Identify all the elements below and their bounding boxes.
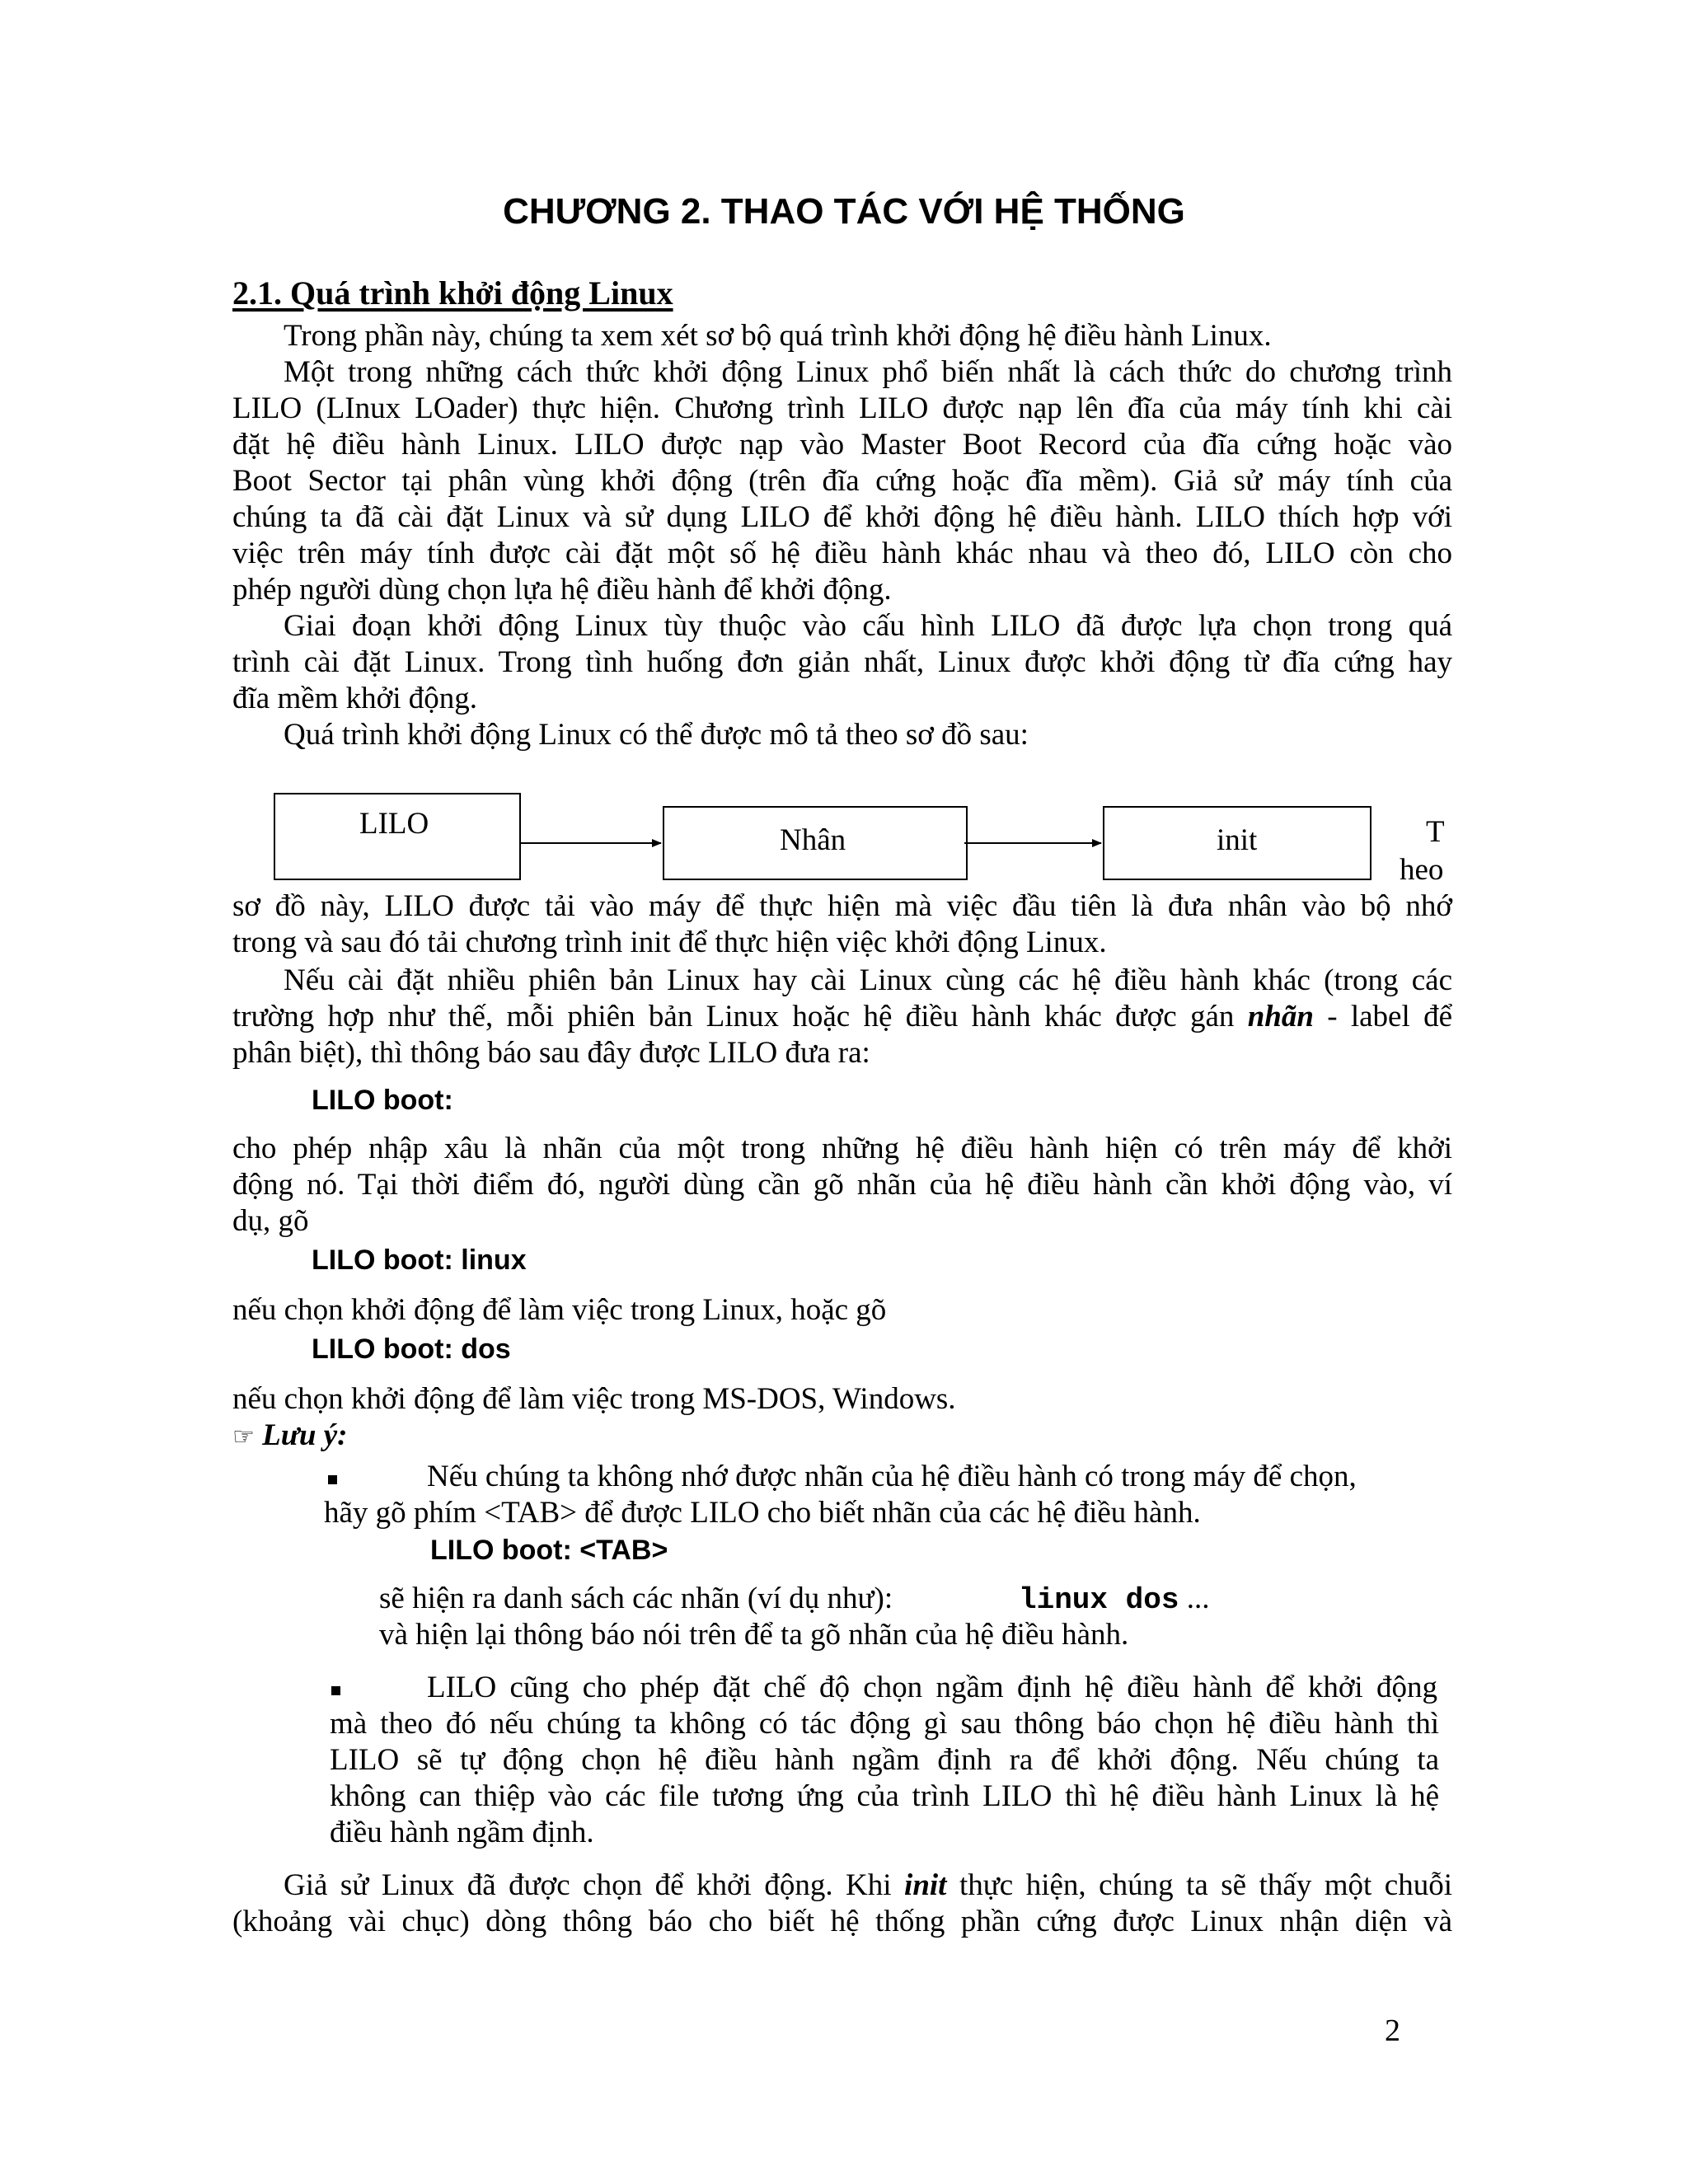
paragraph-linux-choice: nếu chọn khởi động để làm việc trong Linux, hoặc gõ: [232, 1293, 887, 1327]
text-span: ...: [1179, 1582, 1210, 1615]
emphasis-init: init: [904, 1868, 947, 1902]
text-line: Một trong những cách thức khởi động Linux phổ biến nhất là cách thức do chương trình: [284, 355, 1452, 389]
text-line: đặt hệ điều hành Linux. LILO được nạp vào Master Boot Record của đĩa cứng hoặc vào: [232, 428, 1452, 462]
paragraph-diagram-intro: Quá trình khởi động Linux có thể được mô tả theo sơ đồ sau:: [284, 718, 1029, 752]
text-line: trình cài đặt Linux. Trong tình huống đơn giản nhất, Linux được khởi động từ đĩa cứng hay: [232, 645, 1452, 679]
bullet-icon: [328, 1475, 337, 1484]
text-line: dụ, gõ: [232, 1204, 309, 1238]
text-line: chúng ta đã cài đặt Linux và sử dụng LILO để khởi động hệ điều hành. LILO thích hợp với: [232, 500, 1452, 534]
note-heading: [232, 1418, 348, 1455]
text-line: Giai đoạn khởi động Linux tùy thuộc vào cấu hình LILO đã được lựa chọn trong quá: [284, 609, 1452, 643]
text-span: - label để: [1313, 1000, 1452, 1033]
paragraph-init: [232, 1868, 1452, 1940]
text-span: trường hợp như thế, mỗi phiên bản Linux hoặc hệ điều hành khác được gán: [232, 1000, 1248, 1033]
code-lilo-boot-linux: LILO boot: linux: [312, 1244, 527, 1276]
pointing-hand-icon: ☞: [232, 1422, 255, 1451]
text-line: [232, 999, 1452, 1035]
diagram-label: LILO: [359, 807, 429, 841]
text-line: Nếu cài đặt nhiều phiên bản Linux hay cài Linux cùng các hệ điều hành khác (trong các: [284, 963, 1452, 997]
bullet-icon: [331, 1686, 340, 1695]
bullet-text-continuation: [330, 1706, 1439, 1851]
code-lilo-boot-tab: LILO boot: <TAB>: [430, 1535, 668, 1566]
text-span: Giả sử Linux đã được chọn để khởi động. Khi: [284, 1868, 905, 1902]
text-line: cho phép nhập xâu là nhãn của một trong những hệ điều hành hiện có trên máy để khởi: [232, 1132, 1452, 1165]
text-line: việc trên máy tính được cài đặt một số hệ điều hành khác nhau và theo đó, LILO còn cho: [232, 537, 1452, 570]
text-line: phân biệt), thì thông báo sau đây được LILO đưa ra:: [232, 1036, 870, 1070]
text-line: trong và sau đó tải chương trình init để thực hiện việc khởi động Linux.: [232, 926, 1107, 959]
text-fragment: heo: [1400, 853, 1444, 887]
text-line: điều hành ngầm định.: [330, 1816, 594, 1849]
text-line: phép người dùng chọn lựa hệ điều hành để khởi động.: [232, 573, 892, 607]
text-span: thực hiện, chúng ta sẽ thấy một chuỗi: [946, 1868, 1452, 1902]
diagram-label: init: [1217, 823, 1258, 857]
text-line: và hiện lại thông báo nói trên để ta gõ nhãn của hệ điều hành.: [379, 1618, 1129, 1652]
text-line: Nếu chúng ta không nhớ được nhãn của hệ điều hành có trong máy để chọn,: [427, 1460, 1357, 1493]
text-line: mà theo đó nếu chúng ta không có tác động gì sau thông báo chọn hệ điều hành thì: [330, 1707, 1439, 1741]
text-line: LILO (LInux LOader) thực hiện. Chương trình LILO được nạp lên đĩa của máy tính khi cài: [232, 391, 1452, 425]
section-heading: 2.1. Quá trình khởi động Linux: [232, 274, 673, 312]
code-text: linux dos: [1019, 1583, 1179, 1617]
text-line: đĩa mềm khởi động.: [232, 682, 478, 715]
paragraph-multiboot: [232, 963, 1452, 1071]
paragraph-diagram-explain: [232, 888, 1452, 961]
note-label: Lưu ý:: [262, 1418, 348, 1452]
paragraph-dos-choice: nếu chọn khởi động để làm việc trong MS-DOS, Windows.: [232, 1382, 956, 1416]
text-line: sơ đồ này, LILO được tải vào máy để thực hiện mà việc đầu tiên là đưa nhân vào bộ nhớ: [232, 889, 1452, 923]
diagram-label: Nhân: [780, 823, 846, 857]
code-label-list: [1019, 1581, 1209, 1619]
paragraph-prompt-explain: [232, 1131, 1452, 1240]
text-line: động nó. Tại thời điểm đó, người dùng cần gõ nhãn của hệ điều hành cần khởi động vào, ví: [232, 1168, 1452, 1202]
code-lilo-boot: LILO boot:: [312, 1085, 453, 1116]
text-fragment: T: [1426, 815, 1445, 849]
code-lilo-boot-dos: LILO boot: dos: [312, 1333, 511, 1365]
page-number: 2: [1385, 2013, 1400, 2048]
paragraph-intro: Trong phần này, chúng ta xem xét sơ bộ quá trình khởi động hệ điều hành Linux.: [284, 319, 1272, 353]
text-line: sẽ hiện ra danh sách các nhãn (ví dụ như):: [379, 1582, 893, 1615]
chapter-title: CHƯƠNG 2. THAO TÁC VỚI HỆ THỐNG: [503, 191, 1185, 232]
text-line: LILO cũng cho phép đặt chế độ chọn ngầm định hệ điều hành để khởi động: [427, 1671, 1437, 1704]
emphasis-label: nhãn: [1247, 1000, 1314, 1033]
text-line: hãy gõ phím <TAB> để được LILO cho biết nhãn của các hệ điều hành.: [324, 1496, 1201, 1530]
text-line: (khoảng vài chục) dòng thông báo cho biết hệ thống phần cứng được Linux nhận diện và: [232, 1905, 1452, 1938]
text-line: LILO sẽ tự động chọn hệ điều hành ngầm định ra để khởi động. Nếu chúng ta: [330, 1743, 1439, 1777]
text-line: không can thiệp vào các file tương ứng của trình LILO thì hệ điều hành Linux là hệ: [330, 1779, 1439, 1813]
text-line: Boot Sector tại phân vùng khởi động (trên đĩa cứng hoặc đĩa mềm). Giả sử máy tính của: [232, 464, 1452, 498]
text-line: [232, 1868, 1452, 1904]
